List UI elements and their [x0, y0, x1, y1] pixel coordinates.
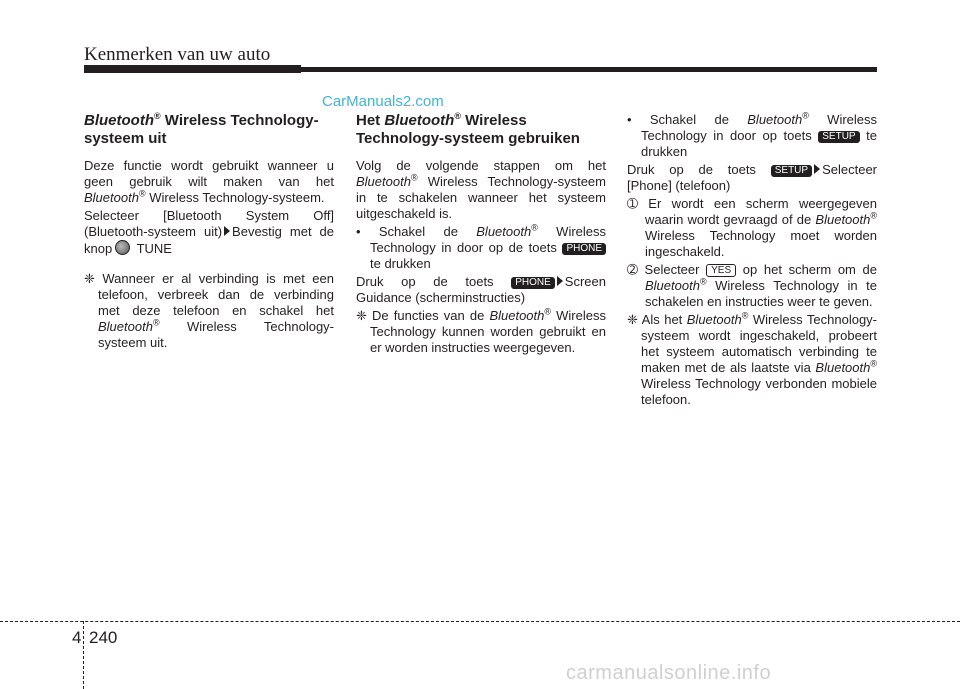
phone-key-icon: PHONE — [511, 277, 555, 289]
header-rule-accent — [84, 65, 301, 73]
arrow-right-icon — [557, 276, 563, 286]
paragraph-select-phone: Druk op de toets SETUP Selecteer [Phone] (telefoon) — [627, 162, 877, 193]
page-header-title: Kenmerken van uw auto — [84, 44, 271, 65]
tune-knob-icon — [115, 240, 130, 255]
bullet-enable-setup: • Schakel de Bluetooth® Wireless Technology in door op toets SETUP te drukken — [627, 110, 878, 159]
column-1 — [84, 112, 334, 353]
arrow-right-icon — [224, 226, 230, 236]
chapter-number: 4 — [72, 628, 82, 647]
section-heading-bluetooth-use: Het Bluetooth® Wireless Technology-systeem gebruiken — [356, 111, 580, 147]
column-3 — [627, 112, 877, 410]
header-rule — [84, 67, 877, 72]
watermark-bottom[interactable]: carmanualsonline.info — [566, 662, 772, 684]
note-functions: ❈ De functies van de Bluetooth® Wireless Technology kunnen worden gebruikt en er worden instructies weergegeven. — [356, 306, 606, 355]
footer-divider — [83, 621, 84, 689]
phone-key-icon: PHONE — [562, 243, 606, 255]
setup-key-icon: SETUP — [818, 131, 859, 143]
yes-key-icon: YES — [706, 264, 736, 277]
step-1: ➀ Er wordt een scherm weergegeven waarin wordt gevraagd of de Bluetooth® Wireless Technology moet worden ingeschakeld. — [627, 196, 877, 259]
paragraph-select-off: Selecteer [Bluetooth System Off] (Bluetooth-systeem uit) Bevestig met de knop TUNE — [84, 208, 335, 256]
paragraph-intro: Deze functie wordt gebruikt wanneer u geen gebruik wilt maken van het Bluetooth® Wireless Technology-systeem. — [84, 158, 334, 205]
note-auto-connect: ❈ Als het Bluetooth® Wireless Technology-systeem wordt ingeschakeld, probeert het systeem automatisch verbinding te maken met de als laatste via Bluetooth® Wireless Technology verbonden mobiele telefoon. — [627, 310, 878, 407]
arrow-right-icon — [814, 164, 820, 174]
watermark-top[interactable]: CarManuals2.com — [322, 93, 444, 110]
note-disconnect: ❈ Wanneer er al verbinding is met een telefoon, verbreek dan de verbinding met deze telefoon en schakel het Bluetooth® Wireless Technology-systeem uit. — [84, 271, 334, 350]
paragraph-screen-guidance: Druk op de toets PHONE Screen Guidance (scherminstructies) — [356, 274, 606, 305]
section-heading-bluetooth-off: Bluetooth® Wireless Technology-systeem uit — [84, 111, 319, 147]
bullet-enable-phone: • Schakel de Bluetooth® Wireless Technology in door op de toets PHONE te drukken — [356, 222, 607, 271]
column-2 — [356, 112, 606, 358]
footer-rule — [0, 621, 960, 622]
setup-key-icon: SETUP — [771, 165, 812, 177]
page-number: 240 — [89, 628, 118, 647]
step-2: ➁ Selecteer YES op het scherm om de Bluetooth® Wireless Technology in te schakelen en instructies weer te geven. — [627, 262, 877, 309]
paragraph-steps: Volg de volgende stappen om het Bluetooth® Wireless Technology-systeem in te schakelen wanneer het systeem uitgeschakeld is. — [356, 158, 606, 221]
